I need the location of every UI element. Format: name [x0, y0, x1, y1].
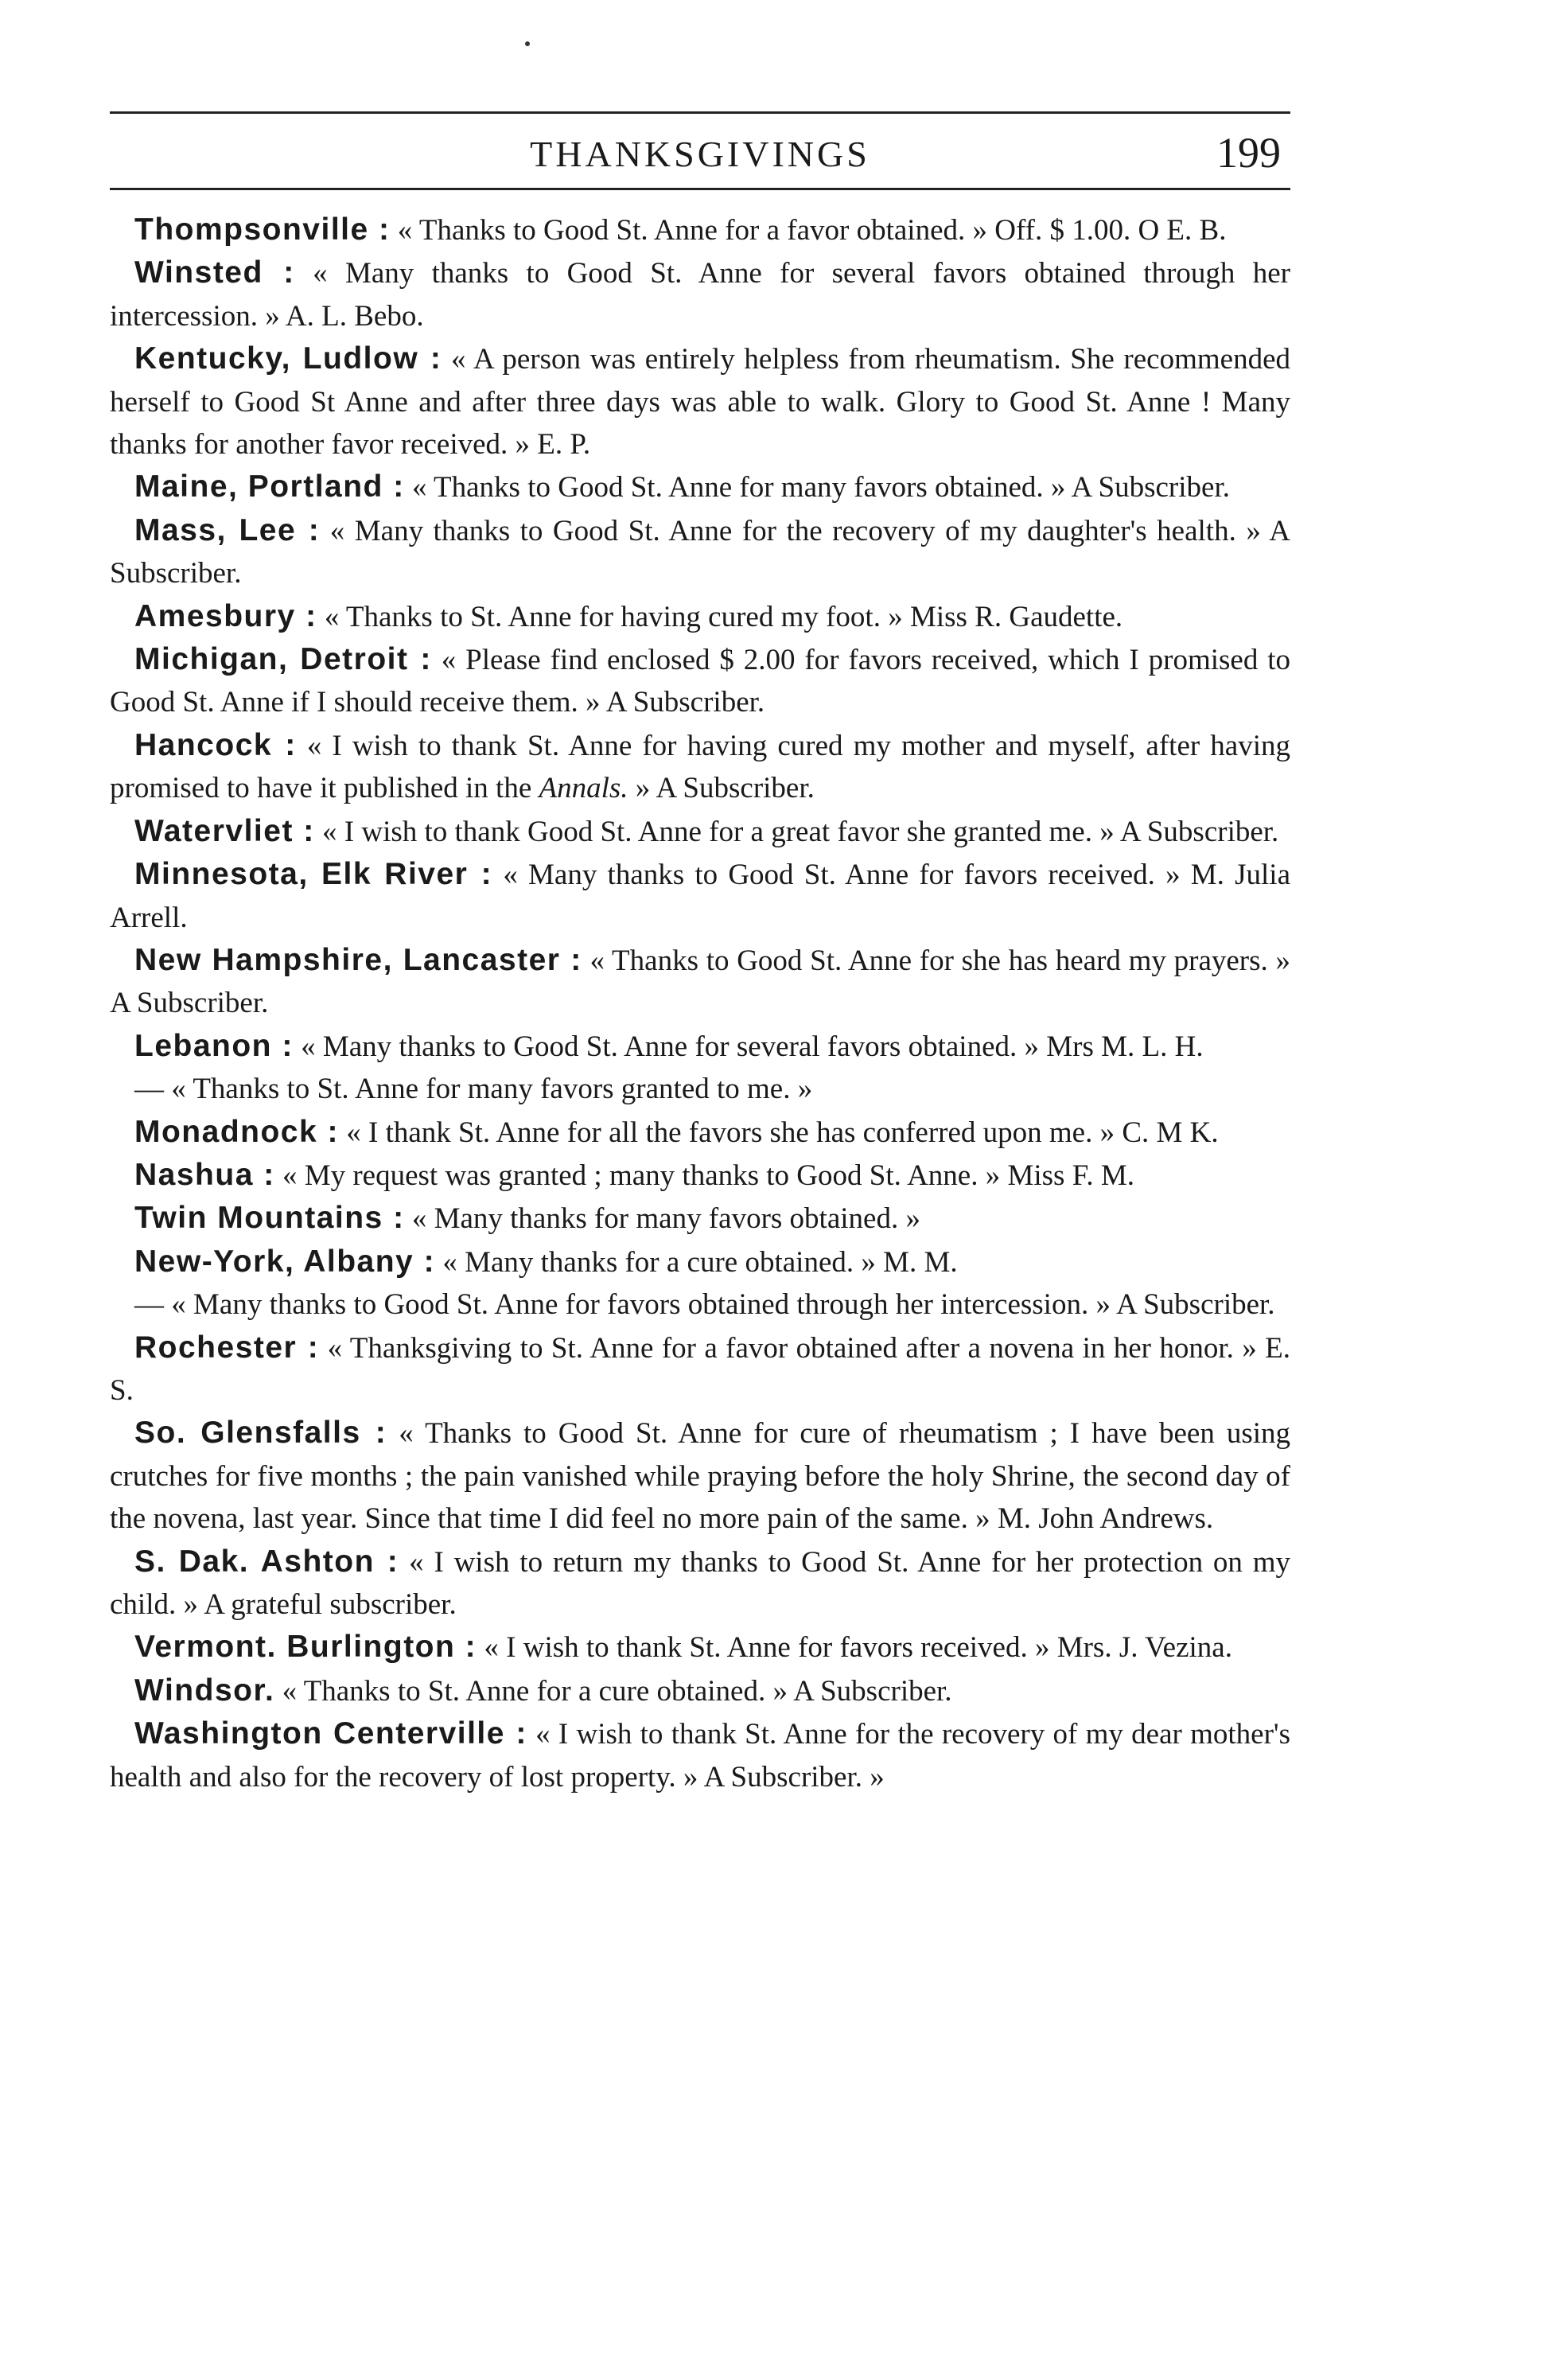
entry-text: « Thanks to Good St. Anne for cure of rheumatism ; I have been using crutches for five months ; the pain vanished while praying before the holy Shrine, the second day of the novena, last year. Since that time I did feel no more pain of the same. » M. John Andrews.	[110, 1417, 1290, 1536]
entry-text: « I wish to thank St. Anne for favors received. » Mrs. J. Vezina.	[484, 1631, 1232, 1665]
entry-place: Michigan, Detroit :	[134, 642, 432, 677]
entry-italic-title: Annals.	[539, 772, 628, 805]
entry-text-after: » A Subscriber.	[635, 772, 815, 805]
entry-place: Winsted :	[134, 255, 295, 290]
entry-place: Nashua :	[134, 1157, 275, 1192]
entry	[110, 939, 1290, 1025]
header-bottom-rule	[110, 188, 1290, 190]
entry-place: Windsor.	[134, 1673, 275, 1708]
entry-text: « Thanks to St. Anne for having cured my foot. » Miss R. Gaudette.	[324, 600, 1123, 633]
entry-text: « Thanks to Good St. Anne for many favors obtained. » A Subscriber.	[411, 471, 1230, 504]
entry	[110, 1326, 1290, 1412]
entry-place: New Hampshire, Lancaster :	[134, 942, 582, 977]
entry-text: « I thank St. Anne for all the favors she has conferred upon me. » C. M K.	[346, 1116, 1219, 1149]
entry	[110, 1540, 1290, 1626]
entry	[110, 638, 1290, 724]
entry	[110, 1412, 1290, 1540]
entry-place: Maine, Portland :	[134, 469, 405, 504]
entry	[110, 1197, 1290, 1240]
entry	[110, 724, 1290, 810]
entry-place: So. Glensfalls :	[134, 1416, 387, 1451]
entry-place: Amesbury :	[134, 598, 317, 633]
entry-place: S. Dak. Ashton :	[134, 1544, 399, 1579]
entry	[110, 208, 1290, 251]
entry-place: Kentucky, Ludlow :	[134, 341, 442, 376]
entry-text: « A person was entirely helpless from rheumatism. She recommended herself to Good St Anne and after three days was able to walk. Glory to Good St. Anne ! Many thanks for another favor received. » E. P.	[110, 343, 1290, 462]
entry	[110, 465, 1290, 508]
entry	[110, 810, 1290, 853]
entry-place: New-York, Albany :	[134, 1244, 436, 1279]
entry-text: « Many thanks for many favors obtained. »	[411, 1202, 920, 1236]
entry-text: — « Thanks to St. Anne for many favors granted to me. »	[134, 1073, 813, 1106]
entry-place: Twin Mountains :	[134, 1201, 405, 1236]
entry	[110, 1154, 1290, 1197]
header-top-rule	[110, 111, 1290, 114]
entry	[110, 509, 1290, 595]
entry-text: « Many thanks for a cure obtained. » M. M.	[442, 1245, 958, 1279]
entry-text: « I wish to return my thanks to Good St. Anne for her protection on my child. » A grateful subscriber.	[110, 1545, 1291, 1621]
entry-place: Vermont. Burlington :	[134, 1630, 477, 1665]
entry	[110, 1025, 1290, 1068]
entry-place: Monadnock :	[134, 1114, 339, 1149]
entry	[110, 1241, 1290, 1283]
entry-text: « Many thanks to Good St. Anne for several favors obtained through her intercession. » A. L. Bebo.	[110, 257, 1290, 333]
entry-place: Hancock :	[134, 727, 297, 762]
entry-text: « Thanks to St. Anne for a cure obtained. » A Subscriber.	[282, 1674, 952, 1708]
page-number: 199	[1216, 129, 1281, 177]
entry-place: Lebanon :	[134, 1028, 294, 1063]
entry	[110, 1669, 1290, 1712]
running-head: THANKSGIVINGS	[530, 134, 870, 174]
entry-text: « I wish to thank St. Anne for the recovery of my dear mother's health and also for the recovery of lost property. » A Subscriber. »	[110, 1718, 1290, 1794]
entry	[110, 1283, 1290, 1326]
entry	[110, 1111, 1290, 1154]
thanksgivings-list	[110, 208, 1290, 1798]
entry-text: « Thanks to Good St. Anne for she has heard my prayers. » A Subscriber.	[110, 944, 1290, 1020]
entry-text: « Thanksgiving to St. Anne for a favor obtained after a novena in her honor. » E. S.	[110, 1331, 1291, 1407]
page-header	[110, 111, 1290, 201]
entry	[110, 595, 1290, 638]
entry	[110, 853, 1290, 939]
entry-text: « I wish to thank St. Anne for having cured my mother and myself, after having promised to have it published in the	[110, 729, 1290, 805]
entry-place: Watervliet :	[134, 813, 315, 848]
entry-place: Mass, Lee :	[134, 512, 321, 547]
entry-text: « Many thanks to Good St. Anne for the recovery of my daughter's health. » A Subscriber.	[110, 514, 1290, 590]
entry-place: Washington Centerville :	[134, 1716, 527, 1751]
entry-text: « I wish to thank Good St. Anne for a great favor she granted me. » A Subscriber.	[322, 815, 1279, 848]
entry-place: Rochester :	[134, 1330, 320, 1365]
ink-speck	[525, 41, 530, 46]
entry-text: « Please find enclosed $ 2.00 for favors received, which I promised to Good St. Anne if I should receive them. » A Subscriber.	[110, 644, 1290, 719]
entry	[110, 1712, 1290, 1798]
entry	[110, 337, 1290, 465]
entry	[110, 251, 1290, 337]
entry-text: — « Many thanks to Good St. Anne for favors obtained through her intercession. » A Subscriber.	[134, 1288, 1275, 1322]
entry	[110, 1626, 1290, 1669]
entry-text: « Many thanks to Good St. Anne for several favors obtained. » Mrs M. L. H.	[301, 1030, 1204, 1063]
entry	[110, 1068, 1290, 1110]
entry-text: « Thanks to Good St. Anne for a favor obtained. » Off. $ 1.00. O E. B.	[397, 214, 1227, 247]
entry-place: Minnesota, Elk River :	[134, 857, 493, 892]
entry-text: « Many thanks to Good St. Anne for favors received. » M. Julia Arrell.	[110, 859, 1291, 934]
entry-place: Thompsonville :	[134, 212, 391, 247]
entry-text: « My request was granted ; many thanks to Good St. Anne. » Miss F. M.	[282, 1159, 1134, 1192]
